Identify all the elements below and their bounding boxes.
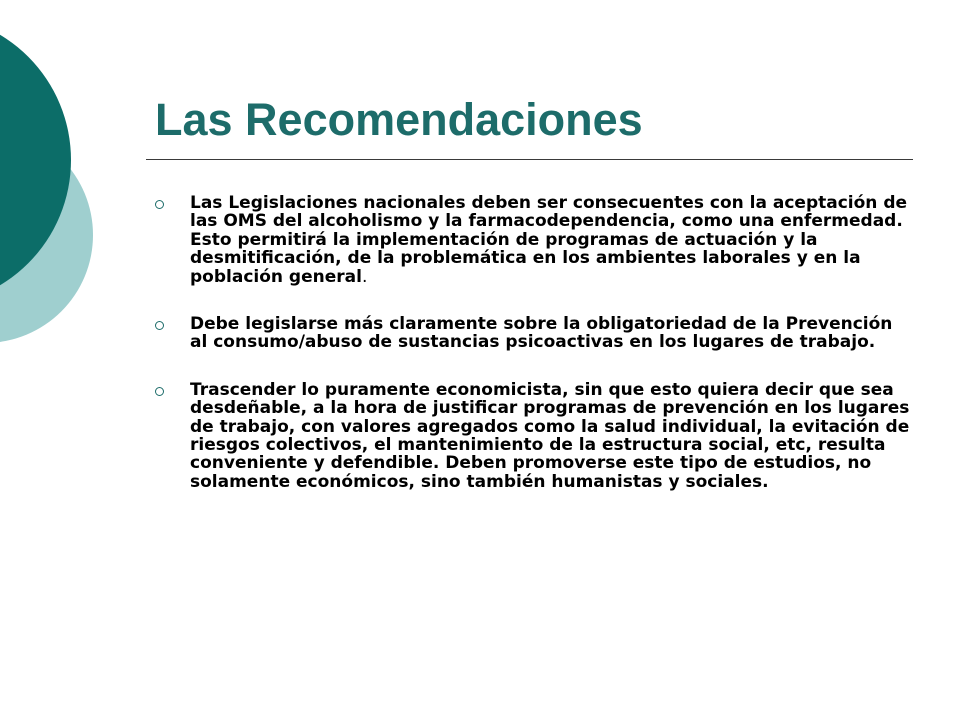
- bullet-text: Las Legislaciones nacionales deben ser consecuentes con la aceptación de las OMS del alcoholismo y la farmacodependencia, como una enfermedad. Esto permitirá la implementación de programas de actuación y la desmitificación, de la problemática en los ambientes laborales y en la población general: [190, 193, 908, 287]
- bullet-text: Trascender lo puramente economicista, sin que esto quiera decir que sea desdeñable, a la hora de justificar programas de prevención en los lugares de trabajo, con valores agregados como la salud individual, la evitación de riesgos colectivos, el mantenimiento de la estructura social, etc, resulta conveniente y defendible. Deben promoverse este tipo de estudios, no solamente económicos, sino también humanistas y sociales.: [190, 379, 910, 492]
- hollow-circle-bullet-icon: [155, 200, 164, 209]
- title-divider: [146, 159, 913, 160]
- hollow-circle-bullet-icon: [155, 321, 164, 330]
- decorative-circles-graphic: [0, 0, 120, 400]
- bullet-item-legislaciones: [155, 194, 915, 286]
- bullet-item-economicista: [155, 381, 915, 491]
- slide-title: Las Recomendaciones: [155, 94, 643, 145]
- bullet-text-period: .: [361, 266, 368, 287]
- bullet-list: [155, 194, 915, 520]
- bullet-item-prevencion: [155, 315, 915, 352]
- hollow-circle-bullet-icon: [155, 387, 164, 396]
- bullet-text: Debe legislarse más claramente sobre la obligatoriedad de la Prevención al consumo/abuso de sustancias psicoactivas en los lugares de trabajo.: [190, 314, 893, 353]
